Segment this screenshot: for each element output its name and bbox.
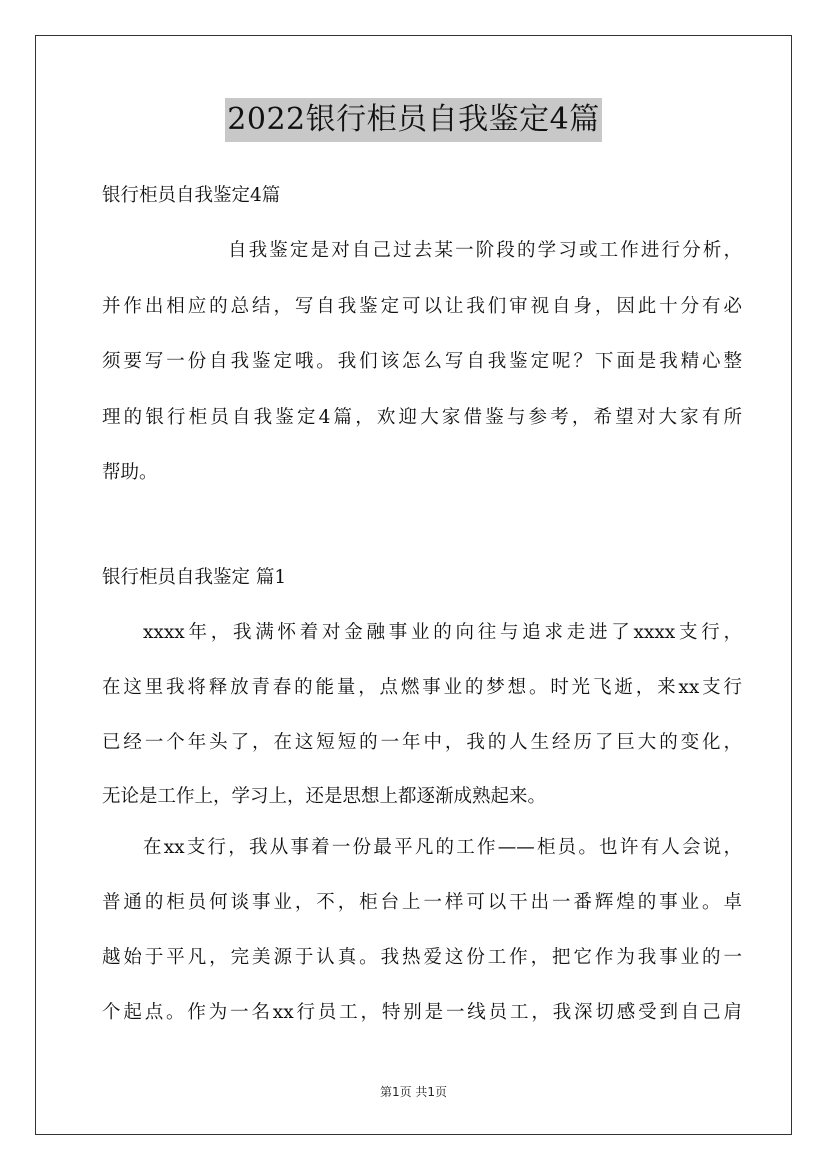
title-container bbox=[0, 98, 827, 142]
section-heading: 银行柜员自我鉴定 篇1 bbox=[102, 567, 287, 588]
intro-line-1: 自我鉴定是对自己过去某一阶段的学习或工作进行分析， bbox=[228, 240, 742, 261]
body-line-6: 普通的柜员何谈事业，不，柜台上一样可以干出一番辉煌的事业。卓 bbox=[102, 892, 742, 913]
intro-line-2: 并作出相应的总结，写自我鉴定可以让我们审视自身，因此十分有必 bbox=[102, 296, 742, 317]
intro-line-4: 理的银行柜员自我鉴定4篇，欢迎大家借鉴与参考，希望对大家有所 bbox=[102, 407, 742, 428]
body-line-1: xxxx年，我满怀着对金融事业的向往与追求走进了xxxx支行， bbox=[143, 622, 742, 643]
body-line-7: 越始于平凡，完美源于认真。我热爱这份工作，把它作为我事业的一 bbox=[102, 947, 742, 968]
body-line-2: 在这里我将释放青春的能量，点燃事业的梦想。时光飞逝，来xx支行 bbox=[102, 677, 742, 698]
body-line-8: 个起点。作为一名xx行员工，特别是一线员工，我深切感受到自己肩 bbox=[102, 1002, 742, 1023]
body-line-3: 已经一个年头了，在这短短的一年中，我的人生经历了巨大的变化， bbox=[102, 732, 742, 753]
page-footer: 第1页 共1页 bbox=[379, 1085, 448, 1099]
document-subtitle: 银行柜员自我鉴定4篇 bbox=[102, 185, 281, 206]
body-line-5: 在xx支行，我从事着一份最平凡的工作——柜员。也许有人会说， bbox=[143, 837, 742, 858]
intro-line-3: 须要写一份自我鉴定哦。我们该怎么写自我鉴定呢？下面是我精心整 bbox=[102, 351, 742, 372]
document-title: 2022银行柜员自我鉴定4篇 bbox=[225, 98, 601, 142]
intro-line-5: 帮助。 bbox=[102, 462, 158, 483]
body-line-4: 无论是工作上，学习上，还是思想上都逐渐成熟起来。 bbox=[102, 786, 547, 807]
